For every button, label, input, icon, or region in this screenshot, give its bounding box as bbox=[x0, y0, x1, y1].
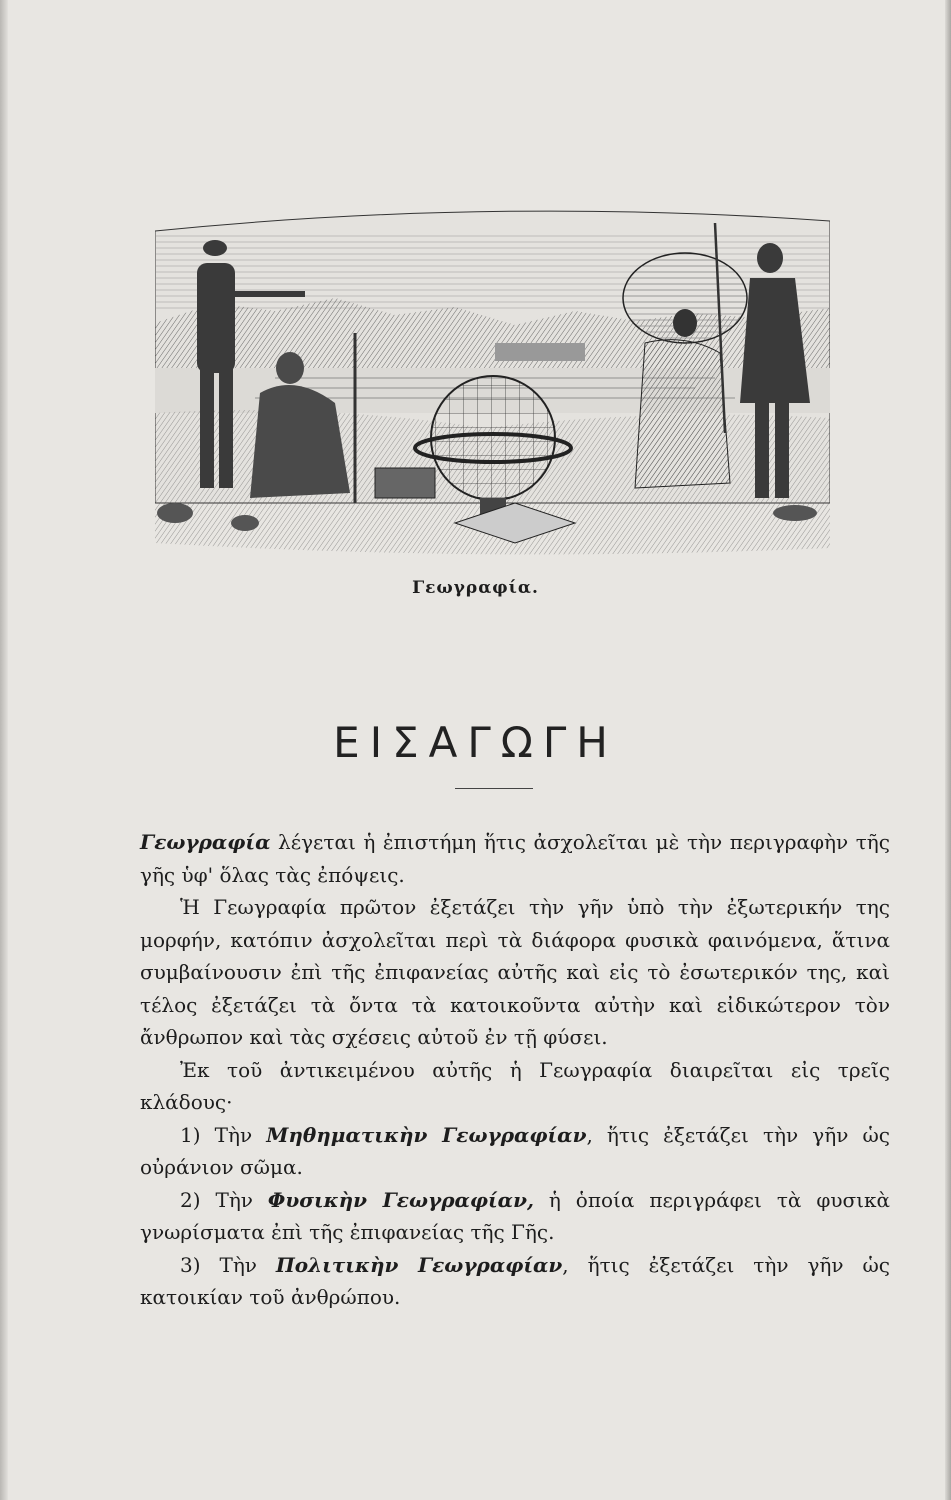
branch-number: 1) Τὴν bbox=[180, 1122, 267, 1147]
body-text bbox=[140, 826, 890, 1314]
branch-text: , ἥτις ἐξετάζει τὴν γῆν ὡς οὐράνιον σῶμα. bbox=[140, 1122, 891, 1179]
paragraph-text: λέγεται ἡ ἐπιστήμη ἥτις ἀσχολεῖται μὲ τὴν περιγραφὴν τῆς γῆς ὑφ' ὅλας τὰς ἐπόψεις. bbox=[140, 830, 890, 887]
branch-item bbox=[140, 1119, 890, 1184]
paragraph-definition bbox=[140, 826, 890, 891]
geography-illustration bbox=[155, 203, 830, 558]
chapter-title: ΕΙΣΑΓΩΓΗ bbox=[333, 718, 618, 767]
branch-item bbox=[140, 1249, 890, 1314]
title-divider bbox=[455, 788, 533, 789]
illustration-engraving bbox=[155, 203, 830, 558]
branch-text: ἡ ὁποία περιγράφει τὰ φυσικὰ γνωρίσματα ἐπὶ τῆς ἐπιφανείας τῆς Γῆς. bbox=[140, 1187, 890, 1244]
branch-term: Μηθηματικὴν Γεωγραφίαν bbox=[266, 1122, 587, 1147]
branch-number: 3) Τὴν bbox=[180, 1252, 276, 1277]
branch-number: 2) Τὴν bbox=[180, 1187, 268, 1212]
branch-term: Φυσικὴν Γεωγραφίαν, bbox=[267, 1187, 534, 1212]
illustration-caption: Γεωγραφία. bbox=[412, 578, 539, 598]
branch-item bbox=[140, 1184, 890, 1249]
branch-term: Πολιτικὴν Γεωγραφίαν bbox=[275, 1252, 563, 1277]
branch-text: , ἥτις ἐξετάζει τὴν γῆν ὡς κατοικίαν τοῦ ἀνθρώπου. bbox=[140, 1252, 890, 1309]
term-geography: Γεωγραφία bbox=[140, 830, 271, 854]
paragraph-branches-intro: Ἐκ τοῦ ἀντικειμένου αὐτῆς ἡ Γεωγραφία διαιρεῖται εἰς τρεῖς κλάδους· bbox=[140, 1057, 890, 1114]
paragraph-scope: Ἡ Γεωγραφία πρῶτον ἐξετάζει τὴν γῆν ὑπὸ τὴν ἐξωτερικήν της μορφήν, κατόπιν ἀσχολεῖται περὶ τὰ διάφορα φυσικὰ φαινόμενα, ἅτινα συμβαίνουσιν ἐπὶ τῆς ἐπιφανείας αὐτῆς καὶ εἰς τὸ ἐσωτερικόν της, καὶ τέλος ἐξετάζει τὰ ὄντα τὰ κατοικοῦντα αὐτὴν καὶ εἰδικώτερον τὸν ἄνθρωπον καὶ τὰς σχέσεις αὐτοῦ ἐν τῇ φύσει. bbox=[140, 895, 890, 1049]
